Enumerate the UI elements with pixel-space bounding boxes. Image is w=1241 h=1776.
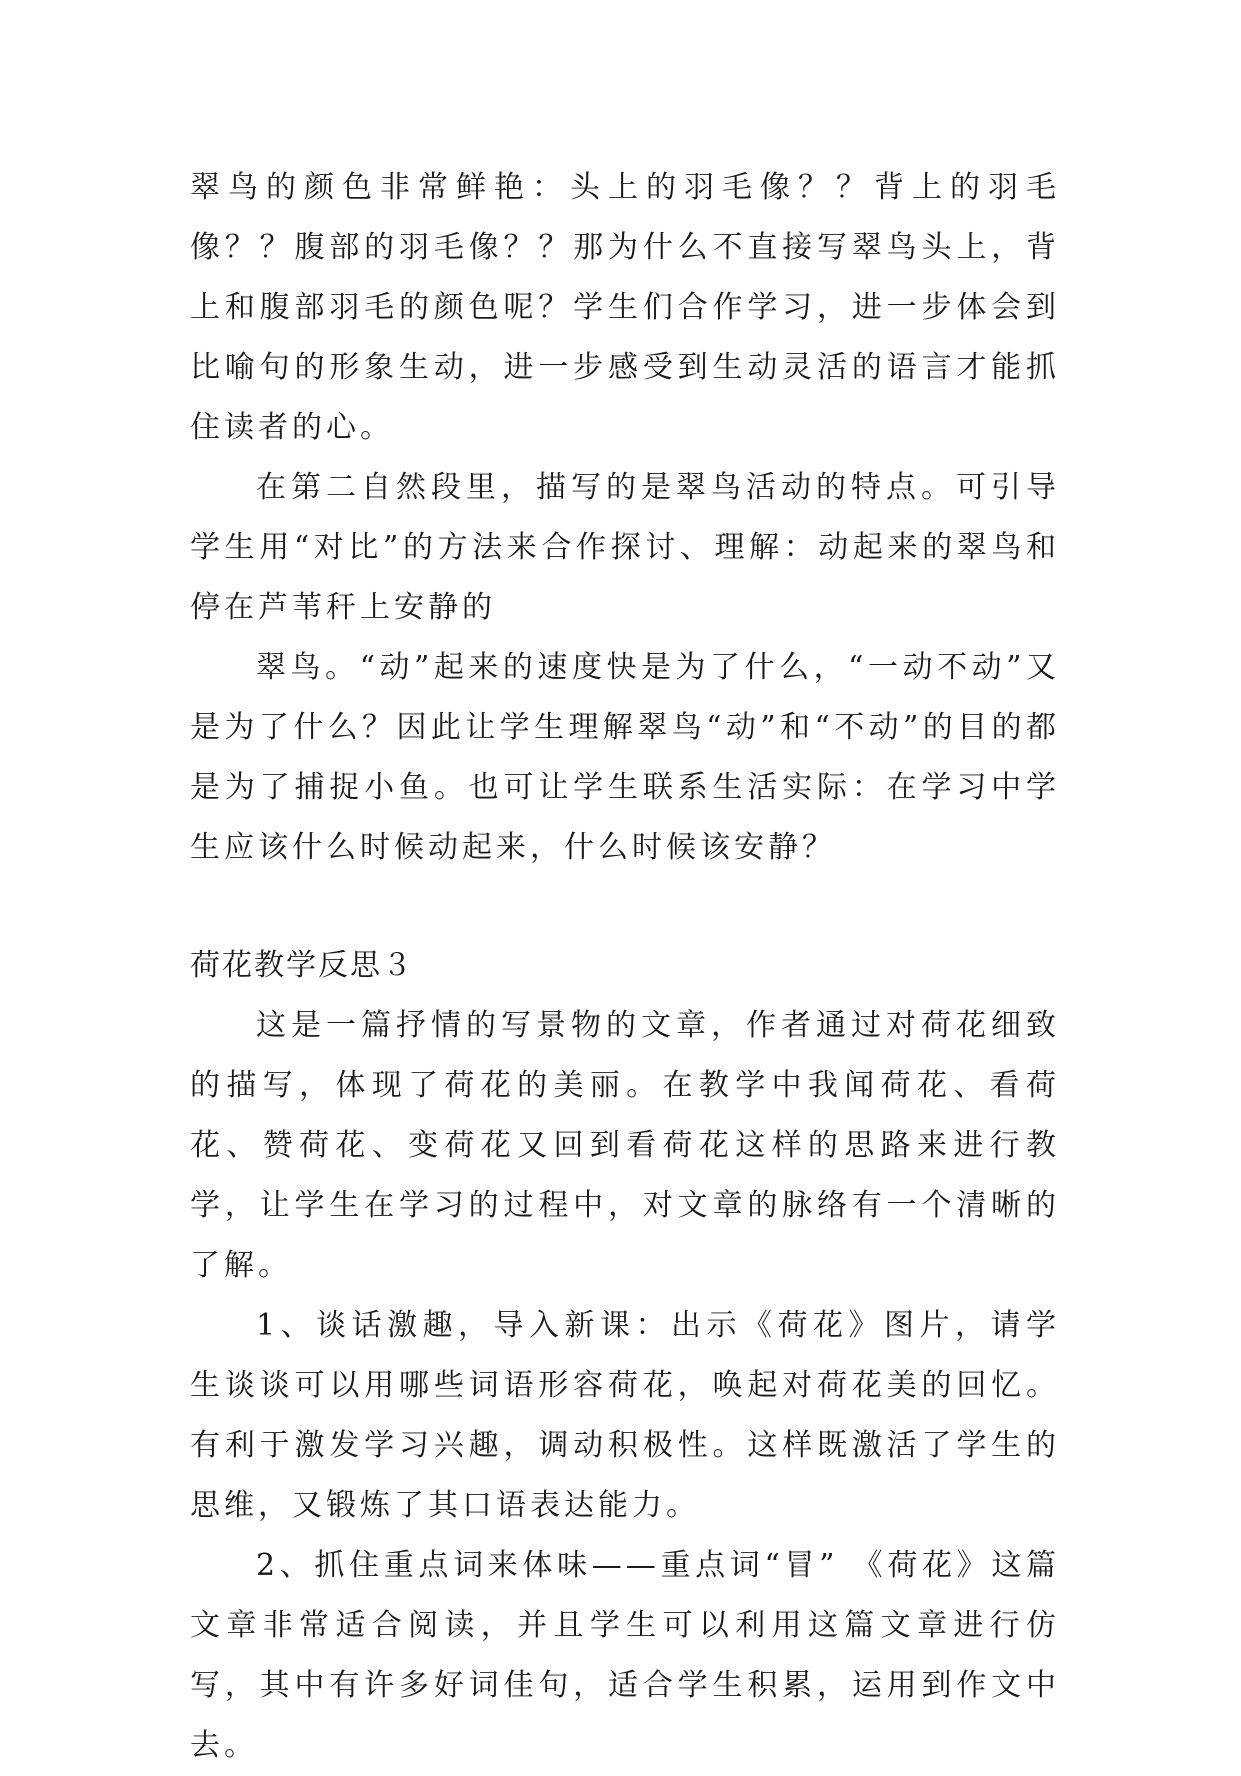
paragraph-2: 在第二自然段里，描写的是翠鸟活动的特点。可引导学生用“对比”的方法来合作探讨、理解：动起来的翠鸟和停在芦苇秆上安静的: [190, 470, 1060, 625]
paragraph-3: 翠鸟。“动”起来的速度快是为了什么，“一动不动”又是为了什么？因此让学生理解翠鸟“动”和“不动”的目的都是为了捕捉小鱼。也可让学生联系生活实际：在学习中学生应该什么时候动起来，什么时候该安静？: [190, 650, 1060, 865]
section-heading: 荷花教学反思３: [190, 948, 414, 983]
paragraph-4: 这是一篇抒情的写景物的文章，作者通过对荷花细致的描写，体现了荷花的美丽。在教学中我闻荷花、看荷花、赞荷花、变荷花又回到看荷花这样的思路来进行教学，让学生在学习的过程中，对文章的脉络有一个清晰的了解。: [190, 1008, 1060, 1283]
paragraph-1: 翠鸟的颜色非常鲜艳：头上的羽毛像？？背上的羽毛像？？腹部的羽毛像？？那为什么不直接写翠鸟头上，背上和腹部羽毛的颜色呢？学生们合作学习，进一步体会到比喻句的形象生动，进一步感受到生动灵活的语言才能抓住读者的心。: [190, 170, 1060, 445]
document-body: [190, 158, 1060, 1776]
section-spacer: [190, 878, 1060, 936]
paragraph-6: 2、抓住重点词来体味——重点词“冒” 《荷花》这篇文章非常适合阅读，并且学生可以利用这篇文章进行仿写，其中有许多好词佳句，适合学生积累，运用到作文中去。: [190, 1548, 1060, 1763]
paragraph-5: 1、谈话激趣，导入新课：出示《荷花》图片，请学生谈谈可以用哪些词语形容荷花，唤起对荷花美的回忆。有利于激发学习兴趣，调动积极性。这样既激活了学生的思维，又锻炼了其口语表达能力。: [190, 1308, 1060, 1523]
